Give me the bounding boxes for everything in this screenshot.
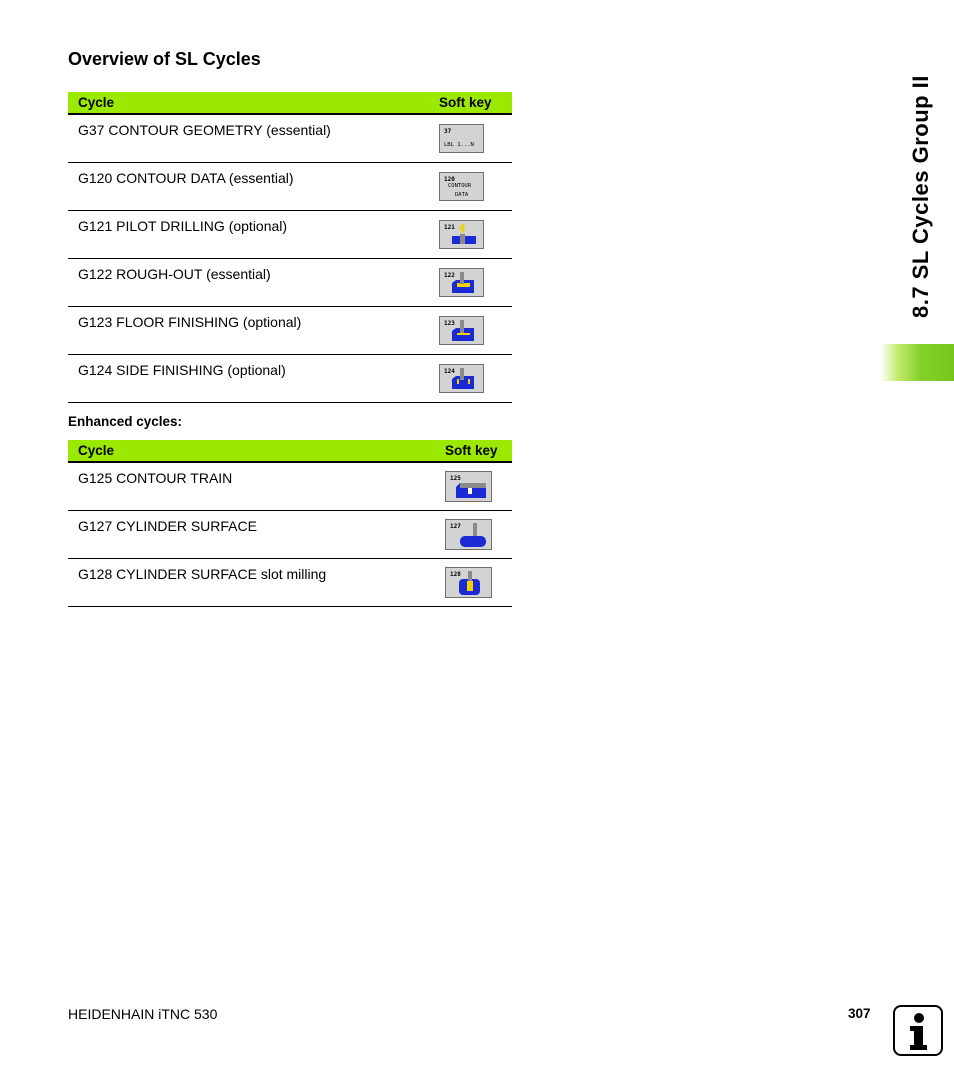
cycle-name: G120 CONTOUR DATA (essential) [78,170,294,186]
cycle-name: G124 SIDE FINISHING (optional) [78,362,286,378]
enhanced-cycles-label: Enhanced cycles: [68,414,183,429]
softkey-label: CONTOUR [448,183,472,189]
footer-product-name: HEIDENHAIN iTNC 530 [68,1006,218,1022]
softkey-number: 127 [450,523,461,530]
cycle-name: G128 CYLINDER SURFACE slot milling [78,566,327,582]
softkey-label: DATA [455,192,469,198]
info-icon [893,1005,943,1056]
contour-data-softkey-icon [439,172,484,201]
softkey-number: 120 [444,176,455,183]
cycle-name: G125 CONTOUR TRAIN [78,470,233,486]
cycle-name: G37 CONTOUR GEOMETRY (essential) [78,122,331,138]
table-row [68,355,512,403]
table-row [68,307,512,355]
softkey-number: 128 [450,571,461,578]
cylinder-slot-softkey-icon [445,567,492,598]
table-row [68,559,512,607]
lbl-text-softkey-icon [439,124,484,153]
side-finishing-softkey-icon [439,364,484,393]
table-row [68,463,512,511]
softkey-number: 125 [450,475,461,482]
contour-train-softkey-icon [445,471,492,502]
pilot-drilling-softkey-icon [439,220,484,249]
chapter-side-title: 8.7 SL Cycles Group II [908,75,933,318]
cycle-name: G123 FLOOR FINISHING (optional) [78,314,302,330]
table-row [68,115,512,163]
page-number: 307 [848,1006,871,1021]
softkey-number: 123 [444,320,455,327]
section-heading: Overview of SL Cycles [68,49,261,69]
softkey-number: 124 [444,368,455,375]
table-row [68,259,512,307]
softkey-number: 122 [444,272,455,279]
cycle-name: G122 ROUGH-OUT (essential) [78,266,271,282]
table-header [68,92,512,115]
sl-cycles-table [68,92,512,403]
table-header [68,440,512,463]
softkey-number: 121 [444,224,455,231]
column-header-softkey: Soft key [445,443,498,458]
softkey-number: 37 [444,128,452,135]
table-row [68,211,512,259]
column-header-cycle: Cycle [78,443,115,458]
rough-out-softkey-icon [439,268,484,297]
chapter-tab-marker [880,344,954,381]
column-header-softkey: Soft key [439,95,492,110]
table-row [68,163,512,211]
table-row [68,511,512,559]
softkey-label: LBL 1...N [444,142,474,148]
cycle-name: G121 PILOT DRILLING (optional) [78,218,288,234]
cycle-name: G127 CYLINDER SURFACE [78,518,257,534]
column-header-cycle: Cycle [78,95,115,110]
floor-finishing-softkey-icon [439,316,484,345]
cylinder-surface-softkey-icon [445,519,492,550]
enhanced-cycles-table [68,440,512,607]
